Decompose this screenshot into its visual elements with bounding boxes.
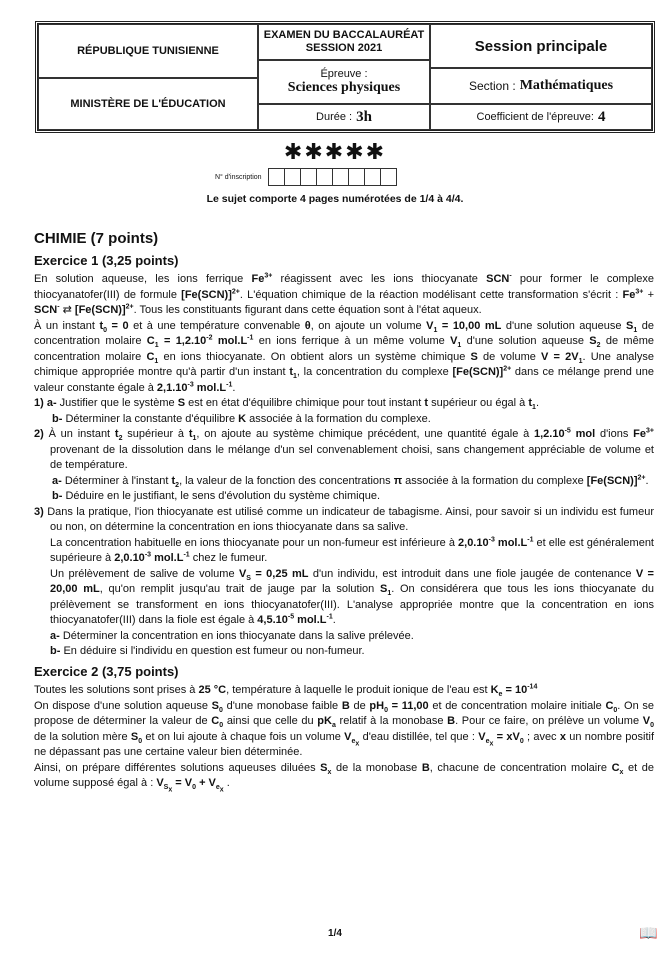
session-type-cell	[430, 24, 652, 68]
exam-title-cell	[258, 24, 430, 60]
ex1-q3-text2: Un prélèvement de salive de volume $V_S = 0,25$ mL d'un individu, est introduit dans une fiole jaugée de contenance V = 20,00 mL, qu'on remplit jusqu'au trait de jauge par la solution $S_1$. On considérera que tous les ions thiocyanate du prélèvement se transforment en ions thiocyanatofer(III). L'analyse appropriée montre que la concentration en ions thiocyanatofer(III) dans la fiole est égale à $4,5.10^{-5}$ $mol.L^{-1}$.	[50, 567, 655, 626]
ex1-q2: 2) À un instant $t_2$ supérieur à $t_1$, on ajoute au système chimique précédent, une quantité égale à $1,2.10^{-5}$ mol d'ions $Fe^{3+}$ provenant de la dissolution dans le mélange d'un sel convenablement choisi, sans changement appréciable de volume et de température.	[34, 427, 654, 471]
ex2-intro: Toutes les solutions sont prises à 25 °C, température à laquelle le produit ionique de l'eau est $K_e = 10^{-14}$	[34, 683, 538, 699]
section-cell	[430, 68, 652, 104]
exam-title: EXAMEN DU BACCALAURÉAT	[263, 29, 425, 41]
pages-note: Le sujet comporte 4 pages numérotées de 1/4 à 4/4.	[206, 193, 464, 205]
ministry-cell	[38, 78, 258, 130]
section-value: Mathématiques	[519, 78, 614, 93]
book-icon: 📖	[639, 925, 658, 942]
coef-value: 4	[597, 108, 606, 125]
duree-label: Durée :	[316, 111, 353, 123]
inscription-row	[215, 168, 397, 186]
section-label: Section :	[468, 79, 516, 93]
ex1-setup: À un instant $t_0 = 0$ et à une température convenable θ, on ajoute un volume $V_1 = 10,00$ mL d'une solution aqueuse $S_1$ de concentration molaire $C_1 = 1,2.10^{-2}$ $mol.L^{-1}$ en ions ferrique à un même volume $V_1$ d'une solution aqueuse $S_2$ de même concentration molaire $C_1$ en ions thiocyanate. On obtient alors un système chimique S de volume $V = 2V_1$. Une analyse chimique appropriée montre qu'à partir d'un instant $t_1$, la concentration du complexe $[Fe(SCN)]^{2+}$ dans ce mélange prend une valeur constante égale à $2,1.10^{-3}$ $mol.L^{-1}$.	[34, 319, 654, 394]
ex1-q2b: b- Déduire en le justifiant, le sens d'évolution du système chimique.	[52, 490, 380, 502]
ministry-label: MINISTÈRE DE L'ÉDUCATION	[70, 98, 226, 110]
ex1-q2a: a- Déterminer à l'instant $t_2$, la valeur de la fonction des concentrations π associée à la formation du complexe $[Fe(SCN)]^{2+}$.	[52, 473, 649, 489]
session-year: SESSION 2021	[305, 42, 383, 54]
ex1-q1a: 1) a- Justifier que le système S est en état d'équilibre chimique pour tout instant t supérieur ou égal à $t_1$.	[34, 397, 539, 412]
ex1-q3b: b- En déduire si l'individu en question est fumeur ou non-fumeur.	[50, 645, 365, 657]
exam-content	[34, 231, 654, 792]
exam-header	[35, 21, 655, 133]
chimie-title: CHIMIE (7 points)	[34, 230, 159, 247]
ex1-q1b: b- Déterminer la constante d'équilibre K associée à la formation du complexe.	[52, 412, 431, 425]
coef-cell	[430, 104, 652, 130]
republic-label: RÉPUBLIQUE TUNISIENNE	[77, 45, 219, 57]
republic-cell	[38, 24, 258, 78]
ex1-intro: En solution aqueuse, les ions ferrique $Fe^{3+}$ réagissent avec les ions thiocyanate SCN- pour former le complexe thiocyanatofer(III) de formule $[Fe(SCN)]^{2+}$. L'équation chimique de la réaction modélisant cette transformation s'écrit : $Fe^{3+} + SCN^-$ ⇄ $[Fe(SCN)]^{2+}$. Tous les constituants figurant dans cette équation sont à l'état aqueux.	[34, 272, 654, 316]
exercise1-title: Exercice 1 (3,25 points)	[34, 252, 179, 268]
session-type: Session principale	[474, 37, 608, 55]
coef-label: Coefficient de l'épreuve:	[476, 111, 594, 123]
ex2-setup: On dispose d'une solution aqueuse $S_0$ d'une monobase faible B de $pH_0 = 11,00$ et de concentration molaire initiale $C_0$. On se propose de déterminer la valeur de $C_0$ ainsi que celle du $pK_a$ relatif à la monobase B. Pour ce faire, on prélève un volume $V_0$ de la solution mère $S_0$ et on lui ajoute à chaque fois un volume $V_{e_x}$ d'eau distillée, tel que : $V_{e_x} = xV_0$ ; avec x un nombre positif ne dépassant pas une certaine valeur bien déterminée.	[34, 699, 655, 758]
inscription-label: N° d'inscription	[215, 173, 262, 181]
duree-cell	[258, 104, 430, 130]
page-number: 1/4	[328, 928, 342, 939]
epreuve-cell	[258, 60, 430, 104]
ex1-q3: 3) Dans la pratique, l'ion thiocyanate est utilisé comme un indicateur de tabagisme. Ainsi, pour savoir si un individu est fumeur ou non, on détermine la concentration en ions thiocyanate dans sa salive.	[34, 505, 654, 533]
stars-divider: ✱✱✱✱✱	[283, 140, 387, 165]
duree-value: 3h	[356, 108, 372, 125]
epreuve-label: Épreuve :	[320, 68, 368, 80]
ex1-q3-text1: La concentration habituelle en ions thiocyanate pour un non-fumeur est inférieure à $2,0.10^{-3}$ $mol.L^{-1}$ et elle est généralement supérieure à $2,0.10^{-3}$ $mol.L^{-1}$ chez le fumeur.	[50, 535, 654, 564]
epreuve-value: Sciences physiques	[287, 80, 401, 95]
inscription-boxes[interactable]	[268, 168, 397, 186]
exercise2-title: Exercice 2 (3,75 points)	[34, 663, 179, 679]
ex2-dilutions: Ainsi, on prépare différentes solutions aqueuses diluées $S_x$ de la monobase B, chacune de concentration molaire $C_x$ et de volume supposé égal à : $V_{S_x} = V_0 + V_{e_x}$ .	[34, 761, 654, 794]
ex1-q3a: a- Déterminer la concentration en ions thiocyanate dans la salive prélevée.	[50, 629, 414, 642]
